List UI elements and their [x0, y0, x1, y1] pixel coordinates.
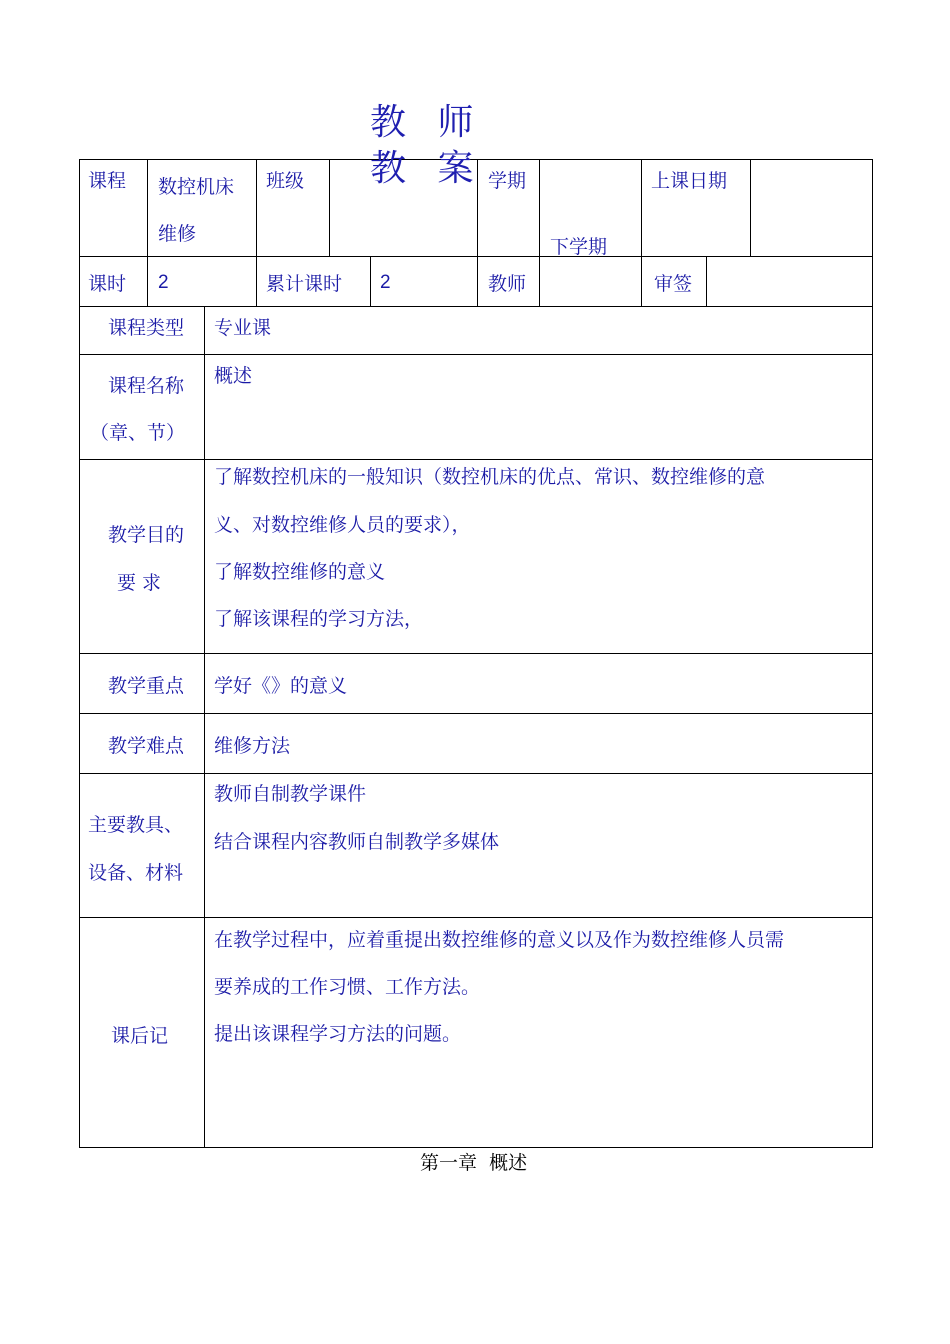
class-label: 班级 — [266, 170, 305, 192]
column-divider — [204, 306, 205, 1148]
objectives-sublabel: 要 求 — [117, 572, 162, 594]
hours-label: 课时 — [88, 273, 127, 295]
difficulties-value: 维修方法 — [214, 735, 291, 757]
afterword-line: 提出该课程学习方法的问题。 — [214, 1023, 462, 1045]
materials-label: 主要教具、 — [88, 814, 184, 836]
course-value-line-2: 维修 — [158, 223, 197, 245]
column-divider — [750, 159, 751, 256]
column-divider — [477, 256, 478, 306]
objectives-line: 义、对数控维修人员的要求）， — [214, 514, 471, 536]
row-divider — [79, 653, 873, 654]
term-label: 学期 — [488, 170, 527, 192]
row-divider — [79, 917, 873, 918]
column-divider — [641, 256, 642, 306]
key-points-value: 学好《》的意义 — [214, 675, 348, 697]
course-value-line-1: 数控机床 — [158, 176, 235, 198]
course-type-value: 专业课 — [214, 317, 272, 339]
course-name-label: 课程名称 — [108, 375, 185, 397]
objectives-line: 了解数控机床的一般知识（数控机床的优点、常识、数控维修的意 — [214, 466, 766, 488]
row-divider — [79, 459, 873, 460]
column-divider — [539, 256, 540, 306]
column-divider — [147, 256, 148, 306]
difficulties-label: 教学难点 — [108, 735, 185, 757]
course-name-sublabel: （章、节） — [90, 422, 186, 444]
chapter-heading: 第一章 概述 — [420, 1152, 528, 1174]
column-divider — [539, 159, 540, 256]
column-divider — [706, 256, 707, 306]
column-divider — [256, 159, 257, 256]
afterword-line: 在教学过程中，应着重提出数控维修的意义以及作为数控维修人员需 — [214, 929, 785, 951]
materials-sublabel: 设备、材料 — [88, 862, 184, 884]
objectives-line: 了解该课程的学习方法， — [214, 608, 424, 630]
date-label: 上课日期 — [651, 170, 728, 192]
column-divider — [641, 159, 642, 256]
row-divider — [79, 713, 873, 714]
afterword-label: 课后记 — [111, 1025, 169, 1047]
teacher-label: 教师 — [488, 273, 527, 295]
term-value: 下学期 — [550, 236, 608, 258]
key-points-label: 教学重点 — [108, 675, 185, 697]
course-type-label: 课程类型 — [108, 317, 185, 339]
objectives-label: 教学目的 — [108, 524, 185, 546]
row-divider — [79, 773, 873, 774]
cumulative-hours-label: 累计课时 — [266, 273, 343, 295]
column-divider — [329, 159, 330, 256]
row-divider — [79, 256, 873, 257]
materials-line: 结合课程内容教师自制教学多媒体 — [214, 831, 500, 853]
cumulative-hours-value: 2 — [380, 272, 391, 293]
objectives-line: 了解数控维修的意义 — [214, 561, 386, 583]
review-label: 审签 — [654, 273, 693, 295]
materials-line: 教师自制教学课件 — [214, 783, 367, 805]
column-divider — [256, 256, 257, 306]
column-divider — [370, 256, 371, 306]
course-label: 课程 — [88, 170, 127, 192]
course-name-value: 概述 — [214, 365, 253, 387]
afterword-line: 要养成的工作习惯、工作方法。 — [214, 976, 481, 998]
row-divider — [79, 354, 873, 355]
document-title: 教 师 教 案 — [370, 102, 484, 189]
column-divider — [147, 159, 148, 256]
row-divider — [79, 306, 873, 307]
hours-value: 2 — [158, 272, 169, 293]
